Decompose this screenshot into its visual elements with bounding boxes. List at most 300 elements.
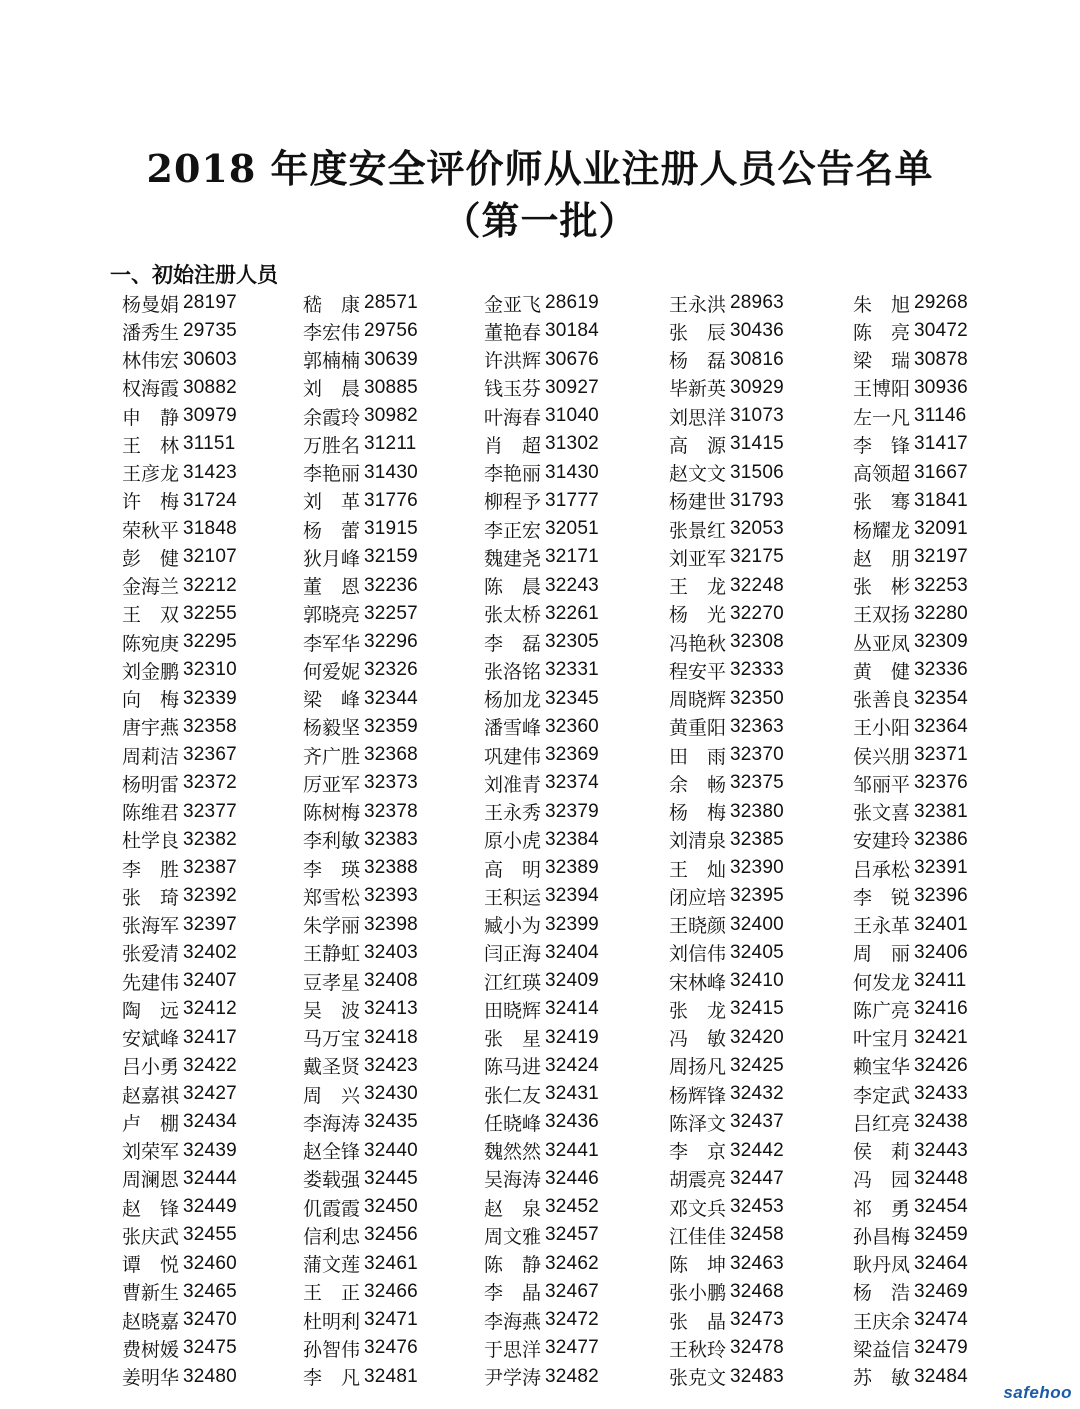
registrant-name: 胡震亮 [669,1169,727,1192]
registrant-entry [303,1052,484,1080]
registrant-entry [122,317,303,345]
registration-number: 31724 [183,489,237,511]
registrant-entry [122,798,303,826]
registrant-name: 卢 棚 [122,1112,180,1135]
registrant-entry [484,543,669,571]
registration-number: 32437 [730,1111,784,1133]
registration-number: 32401 [914,913,968,935]
registration-number: 32471 [364,1309,418,1331]
registrant-entry [669,995,853,1023]
registrant-entry [669,1193,853,1221]
registration-number: 32236 [364,574,418,596]
registrant-entry [853,713,973,741]
registrant-entry [484,1334,669,1362]
registrant-entry [303,769,484,797]
registrant-entry [669,572,853,600]
registrant-name: 娄载强 [303,1169,361,1192]
registrant-name: 彭 健 [122,547,180,570]
registrant-name: 吴 波 [303,999,361,1022]
registrant-name: 王静虹 [303,943,361,966]
registrant-entry [669,1306,853,1334]
registration-number: 32480 [183,1365,237,1387]
registration-number: 32376 [914,772,968,794]
registration-number: 32423 [364,1054,418,1076]
registrant-name: 陈 坤 [669,1254,727,1277]
registration-number: 32456 [364,1224,418,1246]
registrant-name: 王彦龙 [122,463,180,486]
registrant-entry [303,995,484,1023]
registrant-name: 金亚飞 [484,293,542,316]
registrant-entry [122,967,303,995]
registrant-entry [303,600,484,628]
registrant-entry [303,1221,484,1249]
registration-number: 32398 [364,913,418,935]
registrant-name: 王庆余 [853,1310,911,1333]
registration-number: 32400 [730,913,784,935]
registrant-name: 陈 静 [484,1254,542,1277]
registrant-entry [303,430,484,458]
registrant-name: 刘 革 [303,491,361,514]
registration-number: 32448 [914,1167,968,1189]
registrant-name: 杜学良 [122,830,180,853]
registration-number: 32345 [545,687,599,709]
registrant-name: 仉霞霞 [303,1197,361,1220]
registration-number: 32359 [364,715,418,737]
registrant-name: 安斌峰 [122,1028,180,1051]
registrant-entry [853,459,973,487]
registrant-name: 刘荣军 [122,1141,180,1164]
registrant-name: 祁 勇 [853,1197,911,1220]
registrant-name: 林伟宏 [122,350,180,373]
registration-number: 32425 [730,1054,784,1076]
registration-number: 31776 [364,489,418,511]
registrant-name: 张小鹏 [669,1282,727,1305]
registrant-entry [303,939,484,967]
registrant-entry [669,1221,853,1249]
registrant-entry [669,543,853,571]
registrant-entry [484,289,669,317]
registrant-entry [122,1278,303,1306]
registration-number: 32466 [364,1280,418,1302]
registration-number: 28963 [730,292,784,314]
registrant-entry [669,289,853,317]
registration-number: 30436 [730,320,784,342]
registration-number: 32396 [914,885,968,907]
registration-number: 32270 [730,602,784,624]
registration-number: 32422 [183,1054,237,1076]
registrant-name: 高 源 [669,434,727,457]
registrant-entry [669,628,853,656]
registrant-entry [122,656,303,684]
registrant-name: 闫正海 [484,943,542,966]
registrant-name: 陈广亮 [853,999,911,1022]
registrant-entry [122,769,303,797]
registration-number: 32438 [914,1111,968,1133]
registrant-entry [853,1108,973,1136]
registrant-name: 刘 晨 [303,378,361,401]
registrant-entry [669,741,853,769]
registration-number: 32367 [183,744,237,766]
registration-number: 32446 [545,1167,599,1189]
registration-number: 32358 [183,715,237,737]
registrant-entry [669,1024,853,1052]
registration-number: 32467 [545,1280,599,1302]
registration-number: 32383 [364,828,418,850]
registrant-entry [853,515,973,543]
registration-number: 31430 [364,461,418,483]
registration-number: 32381 [914,800,968,822]
registration-number: 32403 [364,941,418,963]
registration-number: 32454 [914,1196,968,1218]
registration-number: 32385 [730,828,784,850]
registration-number: 32409 [545,970,599,992]
registration-number: 32331 [545,659,599,681]
registrant-entry [303,1024,484,1052]
registration-number: 32445 [364,1167,418,1189]
registrant-entry [122,911,303,939]
registration-number: 32375 [730,772,784,794]
registration-number: 32394 [545,885,599,907]
registrant-entry [484,1052,669,1080]
registrant-name: 王 林 [122,434,180,457]
registration-number: 30927 [545,376,599,398]
registration-number: 32350 [730,687,784,709]
registration-number: 32360 [545,715,599,737]
registrant-name: 张海军 [122,915,180,938]
registrant-entry [122,741,303,769]
registrant-entry [853,572,973,600]
registrant-name: 赵 朋 [853,547,911,570]
registrant-name: 赵 泉 [484,1197,542,1220]
registrant-name: 张太桥 [484,604,542,627]
registrant-name: 杨毅坚 [303,717,361,740]
registrant-entry [669,798,853,826]
registrant-name: 于思洋 [484,1338,542,1361]
registrant-name: 黄重阳 [669,717,727,740]
registration-number: 32463 [730,1252,784,1274]
registrant-entry [853,854,973,882]
registrant-name: 何发龙 [853,971,911,994]
registration-number: 32443 [914,1139,968,1161]
registrant-entry [669,515,853,543]
registration-number: 32426 [914,1054,968,1076]
registrant-entry [853,1080,973,1108]
registrant-name: 荣秋平 [122,519,180,542]
registrant-entry [853,1334,973,1362]
registration-number: 32053 [730,518,784,540]
registrant-entry [669,1108,853,1136]
registration-number: 32416 [914,998,968,1020]
registrant-entry [303,882,484,910]
registrant-name: 安建玲 [853,830,911,853]
registration-number: 32458 [730,1224,784,1246]
registration-number: 32430 [364,1083,418,1105]
registration-number: 32452 [545,1196,599,1218]
registration-number: 29756 [364,320,418,342]
registrant-name: 张仁友 [484,1084,542,1107]
registration-number: 32408 [364,970,418,992]
registration-number: 32107 [183,546,237,568]
registration-number: 32378 [364,800,418,822]
registration-number: 30603 [183,348,237,370]
registrant-name: 侯 莉 [853,1141,911,1164]
registration-number: 32336 [914,659,968,681]
registrant-entry [303,317,484,345]
registrant-name: 信利忠 [303,1225,361,1248]
registration-number: 32411 [914,970,967,992]
registrant-entry [484,430,669,458]
registration-number: 32472 [545,1309,599,1331]
registration-number: 32444 [183,1167,237,1189]
registration-number: 32379 [545,800,599,822]
registrant-name: 陈宛庚 [122,632,180,655]
registrant-entry [853,1165,973,1193]
registrant-entry [484,1363,669,1391]
registrant-name: 杨建世 [669,491,727,514]
registration-number: 32389 [545,857,599,879]
registration-number: 32369 [545,744,599,766]
registrant-entry [669,374,853,402]
registrant-entry [484,967,669,995]
registration-number: 31415 [730,433,784,455]
registrant-entry [669,685,853,713]
registrant-entry [484,854,669,882]
registrant-name: 黄 健 [853,660,911,683]
registrant-entry [484,741,669,769]
registrant-name: 巩建伟 [484,745,542,768]
registrant-entry [122,515,303,543]
registrant-name: 张 琦 [122,886,180,909]
registrant-entry [669,1137,853,1165]
registrant-name: 杜明利 [303,1310,361,1333]
registrant-entry [853,402,973,430]
registrant-name: 郑雪松 [303,886,361,909]
registration-number: 32405 [730,941,784,963]
registration-number: 32417 [183,1026,237,1048]
registrant-name: 陈 亮 [853,321,911,344]
registration-number: 30816 [730,348,784,370]
registration-number: 30184 [545,320,599,342]
registrant-entry [303,741,484,769]
registrant-name: 杨加龙 [484,689,542,712]
registrant-name: 杨 蕾 [303,519,361,542]
registrant-entry [122,995,303,1023]
registrant-entry [122,430,303,458]
registrant-name: 杨 浩 [853,1282,911,1305]
registrant-entry [853,487,973,515]
registration-number: 32395 [730,885,784,907]
registrant-entry [303,713,484,741]
registrant-name: 潘秀生 [122,321,180,344]
registration-number: 31302 [545,433,599,455]
registrant-name: 周 兴 [303,1084,361,1107]
registration-number: 32377 [183,800,237,822]
registrant-name: 余霞玲 [303,406,361,429]
registrant-name: 冯 园 [853,1169,911,1192]
registrant-name: 刘亚军 [669,547,727,570]
registrant-name: 马万宝 [303,1028,361,1051]
registration-number: 32424 [545,1054,599,1076]
registrant-name: 李 晶 [484,1282,542,1305]
registrant-name: 柳程予 [484,491,542,514]
registrant-name: 王博阳 [853,378,911,401]
registration-number: 32387 [183,857,237,879]
registration-number: 32439 [183,1139,237,1161]
registration-number: 32344 [364,687,418,709]
registrant-name: 狄月峰 [303,547,361,570]
registrant-entry [669,459,853,487]
registration-number: 30472 [914,320,968,342]
registrant-entry [484,1306,669,1334]
registration-number: 31040 [545,405,599,427]
registrant-entry [122,854,303,882]
registrant-entry [303,628,484,656]
registrant-entry [853,317,973,345]
registration-number: 32257 [364,602,418,624]
registration-number: 32397 [183,913,237,935]
registrant-entry [122,600,303,628]
registrant-name: 杨 磊 [669,350,727,373]
registration-number: 32435 [364,1111,418,1133]
registration-number: 32412 [183,998,237,1020]
registrant-name: 赵晓嘉 [122,1310,180,1333]
registrant-entry [303,1363,484,1391]
registrant-name: 李海涛 [303,1112,361,1135]
registrant-entry [669,1080,853,1108]
registration-number: 31423 [183,461,237,483]
registrant-entry [303,374,484,402]
registration-number: 32455 [183,1224,237,1246]
registrant-entry [669,656,853,684]
registrant-entry [484,1250,669,1278]
registration-number: 32372 [183,772,237,794]
registrant-name: 左一凡 [853,406,911,429]
registrant-name: 王秋玲 [669,1338,727,1361]
registration-number: 32440 [364,1139,418,1161]
registrant-entry [303,543,484,571]
registrant-name: 赵嘉祺 [122,1084,180,1107]
registrant-entry [853,1024,973,1052]
registration-number: 29735 [183,320,237,342]
registration-number: 32418 [364,1026,418,1048]
registrant-entry [484,798,669,826]
registration-number: 32382 [183,828,237,850]
registrant-name: 杨 光 [669,604,727,627]
registrant-entry [484,459,669,487]
registrant-name: 冯艳秋 [669,632,727,655]
registration-number: 31915 [364,518,418,540]
registration-number: 32478 [730,1337,784,1359]
registrant-entry [122,713,303,741]
registration-number: 32364 [914,715,968,737]
registrant-entry [303,656,484,684]
registrant-entry [669,1052,853,1080]
registration-number: 32255 [183,602,237,624]
registrant-name: 嵇 康 [303,293,361,316]
registrant-entry [122,1052,303,1080]
registrant-entry [669,713,853,741]
registrant-name: 权海霞 [122,378,180,401]
registration-number: 32388 [364,857,418,879]
registrant-entry [669,487,853,515]
registrant-name: 田 雨 [669,745,727,768]
registrant-name: 李正宏 [484,519,542,542]
registrant-name: 李军华 [303,632,361,655]
registrant-entry [122,628,303,656]
registrant-name: 魏建尧 [484,547,542,570]
registrant-entry [484,685,669,713]
registrant-name: 张景红 [669,519,727,542]
registration-number: 32310 [183,659,237,681]
registrant-entry [122,685,303,713]
registration-number: 32414 [545,998,599,1020]
registration-number: 32392 [183,885,237,907]
registrant-name: 吕承松 [853,858,911,881]
registrant-name: 齐广胜 [303,745,361,768]
registrant-entry [303,1165,484,1193]
registrant-name: 李 胜 [122,858,180,881]
registration-number: 31430 [545,461,599,483]
document-title: 2018 年度安全评价师从业注册人员公告名单 [146,146,934,191]
registrant-entry [484,713,669,741]
registration-number: 31848 [183,518,237,540]
registrant-name: 刘信伟 [669,943,727,966]
registrant-name: 厉亚军 [303,773,361,796]
registrant-name: 张善良 [853,689,911,712]
registrant-name: 张 龙 [669,999,727,1022]
registrant-entry [303,289,484,317]
registration-number: 32197 [914,546,968,568]
registration-number: 32410 [730,970,784,992]
registration-number: 32295 [183,631,237,653]
registration-number: 32308 [730,631,784,653]
registrant-entry [669,1363,853,1391]
registrant-entry [484,374,669,402]
registrant-entry [122,1137,303,1165]
registrant-name: 向 梅 [122,689,180,712]
registrant-entry [853,600,973,628]
registrant-entry [122,1221,303,1249]
registration-number: 32431 [545,1083,599,1105]
registration-number: 31211 [364,433,417,455]
registrant-entry [303,685,484,713]
registrant-entry [303,826,484,854]
registrant-entry [303,1278,484,1306]
registrant-entry [669,600,853,628]
registrant-entry [122,346,303,374]
registration-number: 32159 [364,546,418,568]
registrant-name: 梁 瑞 [853,350,911,373]
registrant-entry [484,826,669,854]
registrant-entry [669,1278,853,1306]
registrant-name: 江红瑛 [484,971,542,994]
registration-number: 32374 [545,772,599,794]
registrant-name: 高领超 [853,463,911,486]
registrant-entry [669,430,853,458]
registration-number: 31793 [730,489,784,511]
registrant-entry [122,1334,303,1362]
registrant-name: 周扬凡 [669,1056,727,1079]
registrant-name: 李 锋 [853,434,911,457]
registration-number: 31151 [183,433,236,455]
registrant-entry [853,882,973,910]
registrant-name: 杨辉锋 [669,1084,727,1107]
registration-number: 32479 [914,1337,968,1359]
registrant-name: 王永洪 [669,293,727,316]
registration-number: 32453 [730,1196,784,1218]
registrant-name: 梁 峰 [303,689,361,712]
registrant-name: 王 灿 [669,858,727,881]
